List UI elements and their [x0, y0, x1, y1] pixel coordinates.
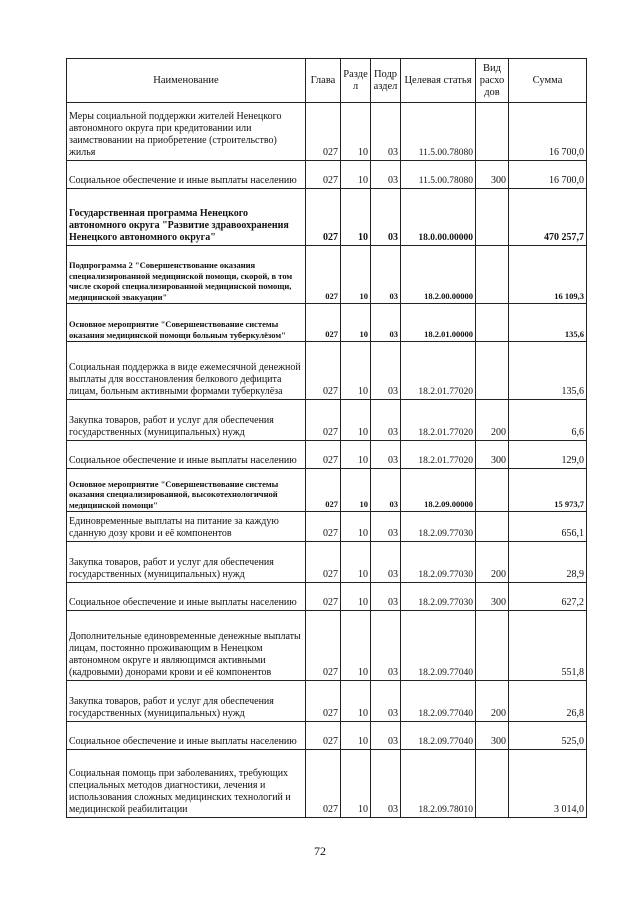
- row-sum: 16 109,3: [509, 246, 587, 304]
- row-type: 300: [476, 583, 509, 611]
- row-sum: 3 014,0: [509, 750, 587, 818]
- page-number: 72: [314, 844, 326, 858]
- row-type: [476, 189, 509, 246]
- row-subsection: 03: [371, 103, 401, 161]
- table-row: [67, 512, 587, 542]
- row-chapter: 027: [306, 469, 341, 512]
- row-sum: 28,9: [509, 542, 587, 583]
- row-chapter: 027: [306, 722, 341, 750]
- row-sum: 26,8: [509, 681, 587, 722]
- row-sum: 15 973,7: [509, 469, 587, 512]
- row-chapter: 027: [306, 441, 341, 469]
- row-subsection: 03: [371, 161, 401, 189]
- table-row: [67, 400, 587, 441]
- row-type: [476, 512, 509, 542]
- row-target: 18.2.09.77030: [401, 512, 476, 542]
- row-subsection: 03: [371, 400, 401, 441]
- row-name: Основное мероприятие "Совершенствование системы оказания специализированной, высокотехнологичной медицинской помощи": [67, 469, 306, 512]
- row-name: Меры социальной поддержки жителей Ненецкого автономного округа при кредитовании или заимствовании на приобретение (строительство) жилья: [67, 103, 306, 161]
- row-sum: 135,6: [509, 304, 587, 342]
- row-target: 18.2.09.77030: [401, 542, 476, 583]
- row-target: 18.2.09.77040: [401, 611, 476, 681]
- row-section: 10: [341, 304, 371, 342]
- row-target: 11.5.00.78080: [401, 103, 476, 161]
- table-row: [67, 750, 587, 818]
- row-section: 10: [341, 512, 371, 542]
- row-section: 10: [341, 342, 371, 400]
- row-subsection: 03: [371, 304, 401, 342]
- row-subsection: 03: [371, 542, 401, 583]
- row-type: [476, 304, 509, 342]
- row-chapter: 027: [306, 189, 341, 246]
- table-row: [67, 469, 587, 512]
- row-name: Социальное обеспечение и иные выплаты населению: [67, 161, 306, 189]
- table-row: [67, 722, 587, 750]
- row-target: 18.2.01.77020: [401, 342, 476, 400]
- row-section: 10: [341, 441, 371, 469]
- row-section: 10: [341, 469, 371, 512]
- row-chapter: 027: [306, 246, 341, 304]
- row-target: 11.5.00.78080: [401, 161, 476, 189]
- header-target: Целевая статья: [401, 59, 476, 103]
- row-sum: 470 257,7: [509, 189, 587, 246]
- row-type: [476, 750, 509, 818]
- row-name: Закупка товаров, работ и услуг для обеспечения государственных (муниципальных) нужд: [67, 542, 306, 583]
- row-name: Подпрограмма 2 "Совершенствование оказания специализированной медицинской помощи, скорой, в том числе скорой специализированной медицинской помощи, медицинской эвакуации": [67, 246, 306, 304]
- row-chapter: 027: [306, 512, 341, 542]
- row-sum: 16 700,0: [509, 103, 587, 161]
- row-name: Социальное обеспечение и иные выплаты населению: [67, 441, 306, 469]
- row-chapter: 027: [306, 103, 341, 161]
- header-subsection: Подр аздел: [371, 59, 401, 103]
- row-type: 200: [476, 400, 509, 441]
- row-subsection: 03: [371, 246, 401, 304]
- row-name: Государственная программа Ненецкого автономного округа "Развитие здравоохранения Ненецкого автономного округа": [67, 189, 306, 246]
- row-target: 18.2.00.00000: [401, 246, 476, 304]
- row-name: Закупка товаров, работ и услуг для обеспечения государственных (муниципальных) нужд: [67, 681, 306, 722]
- row-subsection: 03: [371, 342, 401, 400]
- row-section: 10: [341, 246, 371, 304]
- table-row: [67, 342, 587, 400]
- row-section: 10: [341, 722, 371, 750]
- row-chapter: 027: [306, 342, 341, 400]
- header-sum: Сумма: [509, 59, 587, 103]
- row-chapter: 027: [306, 400, 341, 441]
- row-type: [476, 611, 509, 681]
- row-section: 10: [341, 611, 371, 681]
- row-section: 10: [341, 161, 371, 189]
- row-sum: 656,1: [509, 512, 587, 542]
- row-target: 18.2.09.00000: [401, 469, 476, 512]
- row-section: 10: [341, 681, 371, 722]
- row-sum: 129,0: [509, 441, 587, 469]
- row-subsection: 03: [371, 611, 401, 681]
- table-row: [67, 189, 587, 246]
- row-sum: 525,0: [509, 722, 587, 750]
- table-row: [67, 304, 587, 342]
- row-subsection: 03: [371, 583, 401, 611]
- table-header-row: [67, 59, 587, 103]
- row-name: Социальная помощь при заболеваниях, требующих специальных методов диагностики, лечения и использования сложных медицинских технологий и медицинской реабилитации: [67, 750, 306, 818]
- row-subsection: 03: [371, 469, 401, 512]
- row-sum: 6,6: [509, 400, 587, 441]
- row-target: 18.0.00.00000: [401, 189, 476, 246]
- header-chapter: Глава: [306, 59, 341, 103]
- row-type: 300: [476, 722, 509, 750]
- table-row: [67, 611, 587, 681]
- row-name: Единовременные выплаты на питание за каждую сданную дозу крови и её компонентов: [67, 512, 306, 542]
- table-row: [67, 246, 587, 304]
- row-name: Социальная поддержка в виде ежемесячной денежной выплаты для восстановления белкового дефицита лицам, больным активными формами туберкулёза: [67, 342, 306, 400]
- row-name: Закупка товаров, работ и услуг для обеспечения государственных (муниципальных) нужд: [67, 400, 306, 441]
- row-name: Дополнительные единовременные денежные выплаты лицам, постоянно проживающим в Ненецком автономном округе и являющимся активными (кадровыми) донорами крови и её компонентов: [67, 611, 306, 681]
- row-chapter: 027: [306, 542, 341, 583]
- row-sum: 16 700,0: [509, 161, 587, 189]
- row-type: 300: [476, 441, 509, 469]
- row-sum: 627,2: [509, 583, 587, 611]
- row-name: Основное мероприятие "Совершенствование системы оказания медицинской помощи больным туберкулёзом": [67, 304, 306, 342]
- table-row: [67, 681, 587, 722]
- row-section: 10: [341, 542, 371, 583]
- row-target: 18.2.09.77040: [401, 722, 476, 750]
- row-subsection: 03: [371, 750, 401, 818]
- row-name: Социальное обеспечение и иные выплаты населению: [67, 583, 306, 611]
- row-subsection: 03: [371, 512, 401, 542]
- row-type: 200: [476, 681, 509, 722]
- row-sum: 551,8: [509, 611, 587, 681]
- header-type: Вид расхо дов: [476, 59, 509, 103]
- row-target: 18.2.01.77020: [401, 441, 476, 469]
- row-section: 10: [341, 583, 371, 611]
- table-row: [67, 542, 587, 583]
- row-chapter: 027: [306, 161, 341, 189]
- row-subsection: 03: [371, 681, 401, 722]
- row-target: 18.2.09.77040: [401, 681, 476, 722]
- row-target: 18.2.09.77030: [401, 583, 476, 611]
- row-type: 200: [476, 542, 509, 583]
- header-section: Разде л: [341, 59, 371, 103]
- row-section: 10: [341, 103, 371, 161]
- budget-table: [66, 58, 587, 818]
- table-row: [67, 103, 587, 161]
- row-target: 18.2.01.77020: [401, 400, 476, 441]
- row-name: Социальное обеспечение и иные выплаты населению: [67, 722, 306, 750]
- row-section: 10: [341, 400, 371, 441]
- row-type: 300: [476, 161, 509, 189]
- row-type: [476, 246, 509, 304]
- row-target: 18.2.09.78010: [401, 750, 476, 818]
- row-section: 10: [341, 750, 371, 818]
- row-sum: 135,6: [509, 342, 587, 400]
- row-chapter: 027: [306, 750, 341, 818]
- row-subsection: 03: [371, 722, 401, 750]
- row-target: 18.2.01.00000: [401, 304, 476, 342]
- row-type: [476, 342, 509, 400]
- row-section: 10: [341, 189, 371, 246]
- table-row: [67, 441, 587, 469]
- row-chapter: 027: [306, 681, 341, 722]
- row-subsection: 03: [371, 189, 401, 246]
- row-chapter: 027: [306, 583, 341, 611]
- table-row: [67, 583, 587, 611]
- row-type: [476, 103, 509, 161]
- table-row: [67, 161, 587, 189]
- header-name: Наименование: [67, 59, 306, 103]
- row-type: [476, 469, 509, 512]
- row-subsection: 03: [371, 441, 401, 469]
- row-chapter: 027: [306, 304, 341, 342]
- row-chapter: 027: [306, 611, 341, 681]
